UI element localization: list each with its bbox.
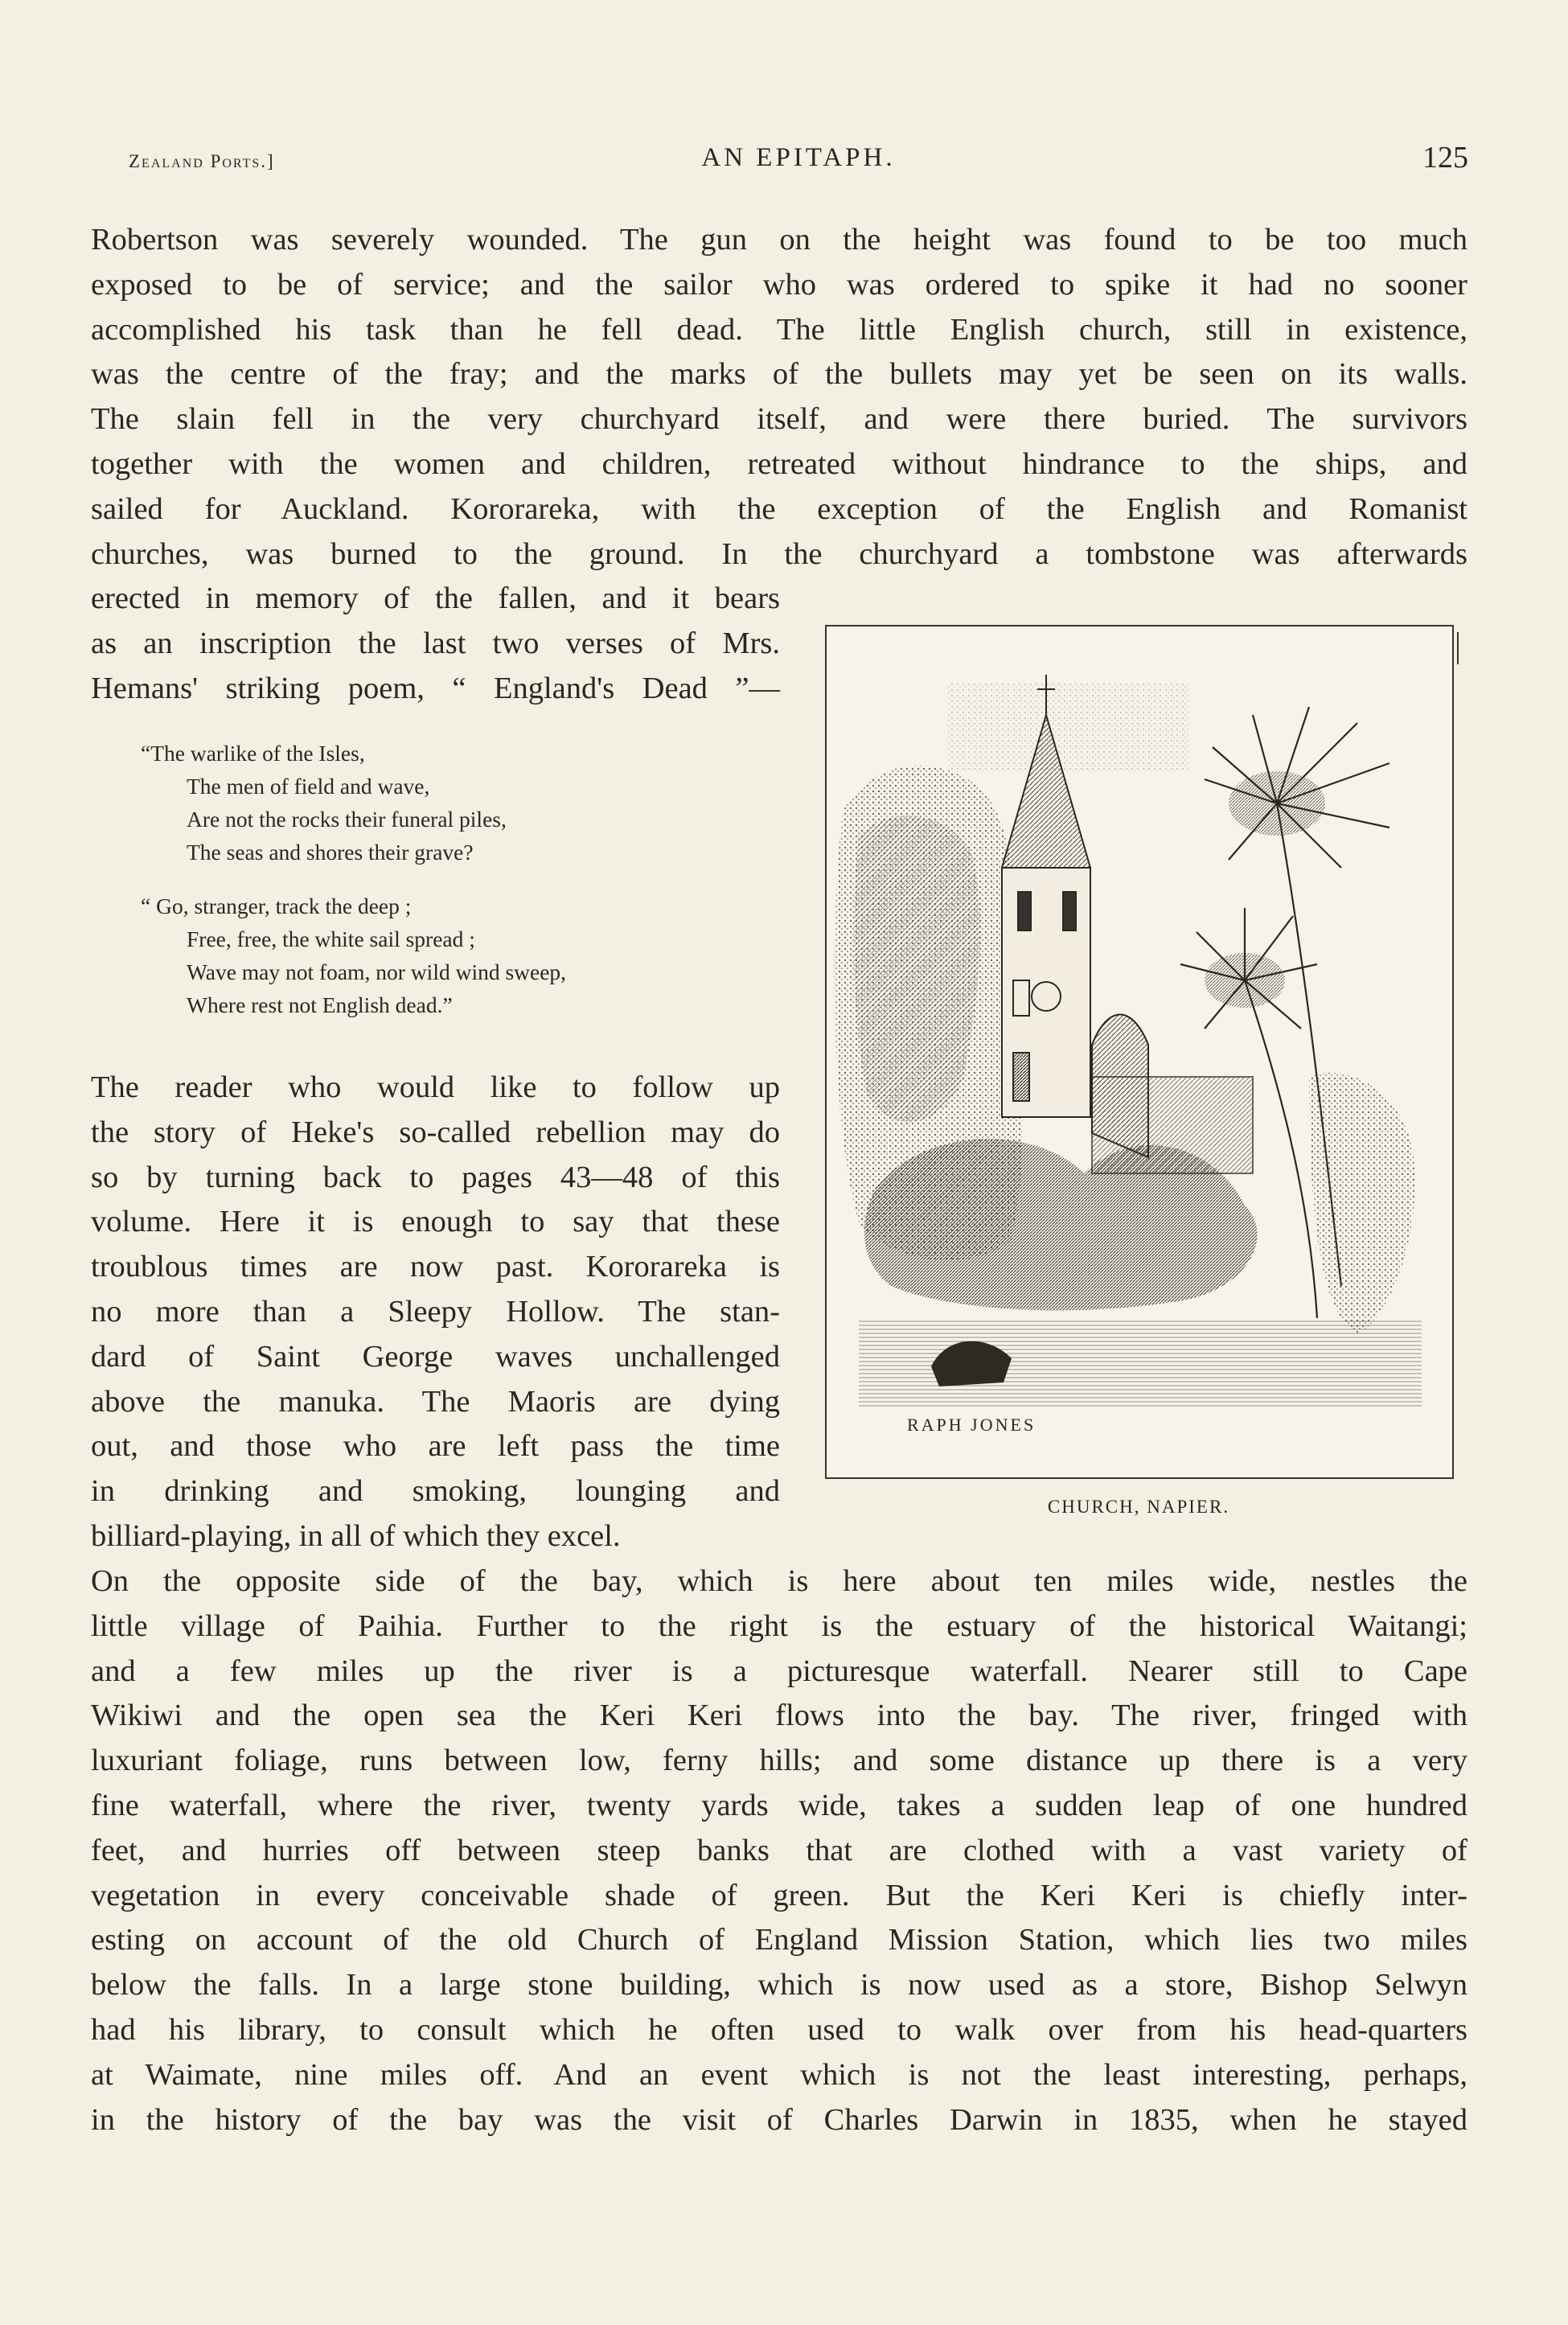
text-line: accomplished his task than he fell dead. The little English church, still in existence, (91, 312, 1467, 347)
poem-line: Are not the rocks their funeral piles, (187, 807, 507, 832)
poem-line: The men of field and wave, (187, 774, 430, 799)
text-line: and a few miles up the river is a picturesque waterfall. Nearer still to Cape (91, 1653, 1467, 1688)
text-line: so by turning back to pages 43—48 of this (91, 1160, 780, 1194)
poem-stanza-1 (141, 737, 507, 869)
artist-signature: RAPH JONES (907, 1415, 1036, 1435)
frame-mark (1457, 632, 1459, 664)
section-title: Zealand Ports.] (129, 151, 275, 171)
text-line: at Waimate, nine miles off. And an event which is not the least interesting, perhaps, (91, 2057, 1467, 2092)
paragraph-kororareka (91, 1066, 780, 1559)
poem-line: Where rest not English dead.” (187, 992, 453, 1017)
text-line: together with the women and children, retreated without hindrance to the ships, and (91, 446, 1467, 481)
text-line: in drinking and smoking, lounging and (91, 1474, 780, 1509)
text-line: above the manuka. The Maoris are dying (91, 1384, 780, 1419)
page-number: 125 (1422, 141, 1468, 175)
text-line: in the history of the bay was the visit of Charles Darwin in 1835, when he stayed (91, 2102, 1467, 2137)
text-line: billiard-playing, in all of which they excel. (91, 1518, 621, 1553)
church-engraving (827, 626, 1452, 1477)
text-line: no more than a Sleepy Hollow. The stan- (91, 1294, 780, 1329)
figure-caption: CHURCH, NAPIER. (1047, 1497, 1230, 1517)
text-line: little village of Paihia. Further to the right is the estuary of the historical Waitangi; (91, 1608, 1467, 1643)
poem-line: “The warlike of the Isles, (141, 741, 365, 766)
text-line: churches, was burned to the ground. In the churchyard a tombstone was afterwards (91, 536, 1467, 571)
text-line: fine waterfall, where the river, twenty yards wide, takes a sudden leap of one hundred (91, 1788, 1467, 1822)
text-line: vegetation in every conceivable shade of green. But the Keri Keri is chiefly inter- (91, 1878, 1467, 1912)
running-header (129, 143, 1468, 183)
chapter-heading: AN EPITAPH. (701, 143, 896, 172)
text-line: Wikiwi and the open sea the Keri Keri flows into the bay. The river, fringed with (91, 1699, 1467, 1733)
paragraph-robertson (91, 218, 1467, 577)
poem-line: Free, free, the white sail spread ; (187, 926, 475, 951)
text-line: below the falls. In a large stone building, which is now used as a store, Bishop Selwyn (91, 1968, 1467, 2003)
text-line: The slain fell in the very churchyard itself, and were there buried. The survivors (91, 402, 1467, 437)
text-line: the story of Heke's so-called rebellion may do (91, 1115, 780, 1149)
text-line: sailed for Auckland. Kororareka, with the exception of the English and Romanist (91, 491, 1467, 526)
paragraph-inscription-intro (91, 577, 780, 711)
text-line: esting on account of the old Church of England Mission Station, which lies two miles (91, 1923, 1467, 1957)
text-line: Robertson was severely wounded. The gun on the height was found to be too much (91, 223, 1467, 257)
text-line: exposed to be of service; and the sailor who was ordered to spike it had no sooner (91, 267, 1467, 302)
text-line: had his library, to consult which he often used to walk over from his head-quarters (91, 2012, 1467, 2047)
text-line: erected in memory of the fallen, and it bears (91, 581, 780, 615)
text-line: volume. Here it is enough to say that these (91, 1205, 780, 1239)
text-line: troublous times are now past. Kororareka is (91, 1250, 780, 1284)
text-line: Hemans' striking poem, “ England's Dead ”— (91, 671, 780, 705)
text-line: feet, and hurries off between steep banks that are clothed with a vast variety of (91, 1833, 1467, 1867)
poem-line: “ Go, stranger, track the deep ; (141, 893, 412, 918)
text-line: as an inscription the last two verses of Mrs. (91, 626, 780, 660)
poem-stanza-2 (141, 889, 566, 1021)
text-line: The reader who would like to follow up (91, 1070, 780, 1104)
text-line: On the opposite side of the bay, which is here about ten miles wide, nestles the (91, 1564, 1467, 1598)
poem-line: The seas and shores their grave? (187, 840, 474, 865)
church-illustration (825, 625, 1454, 1479)
poem-line: Wave may not foam, nor wild wind sweep, (187, 959, 567, 984)
paragraph-paihia (91, 1559, 1467, 2142)
text-line: luxuriant foliage, runs between low, ferny hills; and some distance up there is a very (91, 1744, 1467, 1778)
text-line: out, and those who are left pass the time (91, 1429, 780, 1464)
text-line: dard of Saint George waves unchallenged (91, 1339, 780, 1374)
text-line: was the centre of the fray; and the marks of the bullets may yet be seen on its walls. (91, 357, 1467, 392)
